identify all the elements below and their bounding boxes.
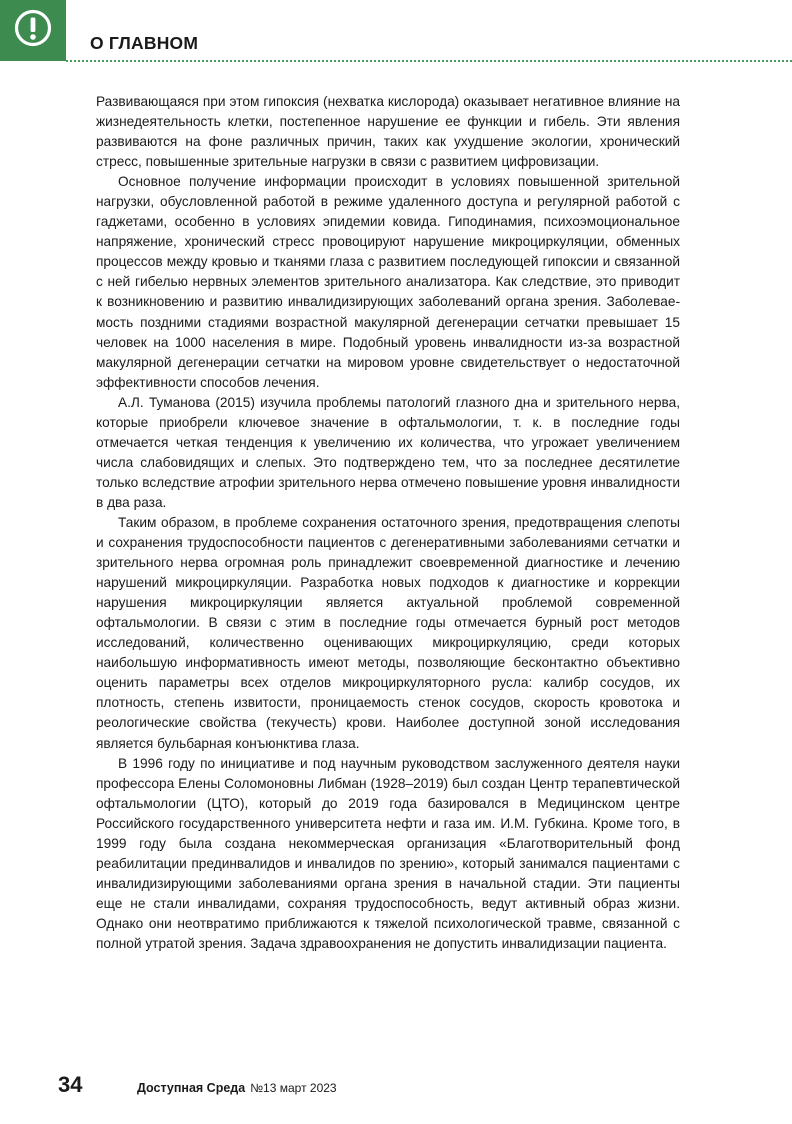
page-footer bbox=[58, 1072, 337, 1098]
paragraph: Таким образом, в проблеме сохранения остаточного зрения, предотвращения слепоты и сохранения трудоспособности пациентов с дегенеративными заболеваниями сетчатки и зрительного нерва огромная роль принадлежит своевременной диагностике и лечению нарушений микроциркуляции. Разработка новых подходов к диагностике и коррекции нарушения микроциркуляции является актуальной проблемой современной офтальмологии. В связи с этим в последние годы отмечается бурный рост методов исследований, количественно оценивающих микроциркуляцию, среди которых наибольшую информативность имеют методы, позволяющие бесконтактно объективно оценить параметры всех отделов микроциркуляторного русла: калибр сосудов, их плотность, степень извитости, проницаемость стенок сосудов, скорость кровотока и реологические свойства (текучесть) крови. Наиболее доступной зоной исследования является бульбарная конъюнктива глаза. bbox=[96, 514, 680, 751]
paragraph: Развивающаяся при этом гипоксия (нехватка кислорода) оказывает негативное влияние на жизнедеятельность клетки, постепенное нарушение ее функции и гибель. Эти явления развиваются на фоне различных причин, таких как ухудшение экологии, хронический стресс, повышенные зрительные нагрузки в связи с развитием цифровизации. bbox=[96, 94, 680, 170]
section-badge bbox=[0, 0, 66, 61]
paragraph: Основное получение информации происходит в условиях повышенной зрительной нагрузки, обусловленной работой в режиме удаленного доступа и регулярной работой с гаджетами, особенно в условиях эпидемии ковида. Гиподинамия, психоэмоциональное напряжение, хронический стресс провоцируют нарушение микроциркуляции, обменных процессов между кровью и тканями глаза с развитием последующей гипоксии и связанной с ней гибелью нервных элементов зрительного анализатора. Как следствие, это приводит к возникновению и развитию инвалидизирующих заболеваний органа зрения. Заболеваемость поздними стадиями возрастной макулярной дегенерации сетчатки превышает 15 человек на 1000 населения в мире. Подобный уровень инвалидности из-за возрастной макулярной дегенерации сетчатки на мировом уровне свидетельствует о недостаточной эффективности способов лечения. bbox=[96, 174, 680, 390]
paragraph: А.Л. Туманова (2015) изучила проблемы патологий глазного дна и зрительного нерва, которые приобрели ключевое значение в офтальмологии, т. к. в последние годы отмечается четкая тенденция к увеличению их количества, что угрожает увеличением числа слабовидящих и слепых. Это подтверждено тем, что за последнее десятилетие только вследствие атрофии зрительного нерва отмечено повышение уровня инвалидности в два раза. bbox=[96, 394, 680, 510]
paragraph: В 1996 году по инициативе и под научным руководством заслуженного деятеля науки профессора Елены Соломоновны Либман (1928–2019) был создан Центр терапевтической офтальмологии (ЦТО), который до 2019 года базировался в Медицинском центре Российского государственного университета нефти и газа им. И.М. Губкина. Кроме того, в 1999 году была создана некоммерческая организация «Благотворительный фонд реабилитации прединвалидов и инвалидов по зрению», который занимался пациентами с инвалидизирующими заболеваниями органа зрения в начальной стадии. Эти пациенты еще не стали инвалидами, сохраняя трудоспособность, ведут активный образ жизни. Однако они неотвратимо приближаются к тяжелой психологической травме, связанной с полной утратой зрения. Задача здравоохранения не допустить инвалидизации пациента. bbox=[96, 755, 680, 951]
section-title: О ГЛАВНОМ bbox=[90, 33, 199, 53]
page-number: 34 bbox=[58, 1072, 83, 1097]
exclamation-circle-icon bbox=[13, 8, 53, 53]
journal-name: Доступная Среда bbox=[137, 1081, 246, 1095]
article-body bbox=[96, 92, 680, 954]
issue-info: №13 март 2023 bbox=[250, 1081, 337, 1095]
header-divider bbox=[66, 60, 792, 62]
